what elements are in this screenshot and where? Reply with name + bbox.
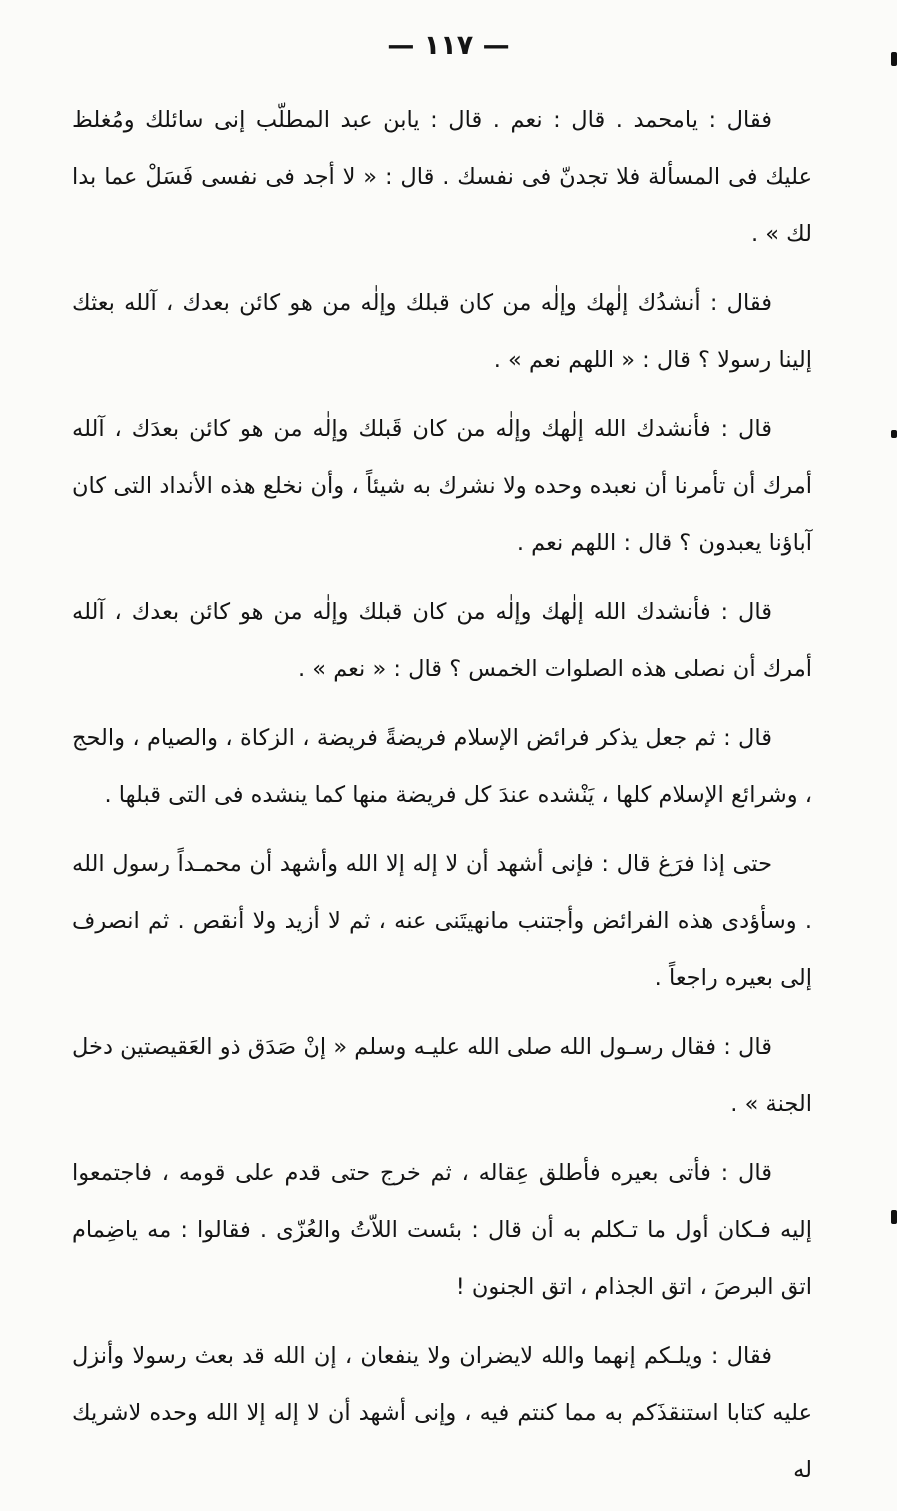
paragraph: قال : فأنشدك الله إلٰهك وإلٰه من كان قبلك وإلٰه من هو كائن بعدك ، آلله أمرك أن نصلى هذه الصلوات الخمس ؟ قال : « نعم » . <box>72 599 812 682</box>
binding-mark <box>891 430 897 438</box>
paragraph: حتى إذا فرَغ قال : فإنى أشهد أن لا إله إلا الله وأشهد أن محمـداً رسول الله . وسأؤدى هذه الفرائض وأجتنب مانهيتَنى عنه ، ثم لا أزيد ولا أنقص . ثم انصرف إلى بعيره راجعاً . <box>72 851 812 991</box>
paragraph: قال : فأنشدك الله إلٰهك وإلٰه من كان قَبلك وإلٰه من هو كائن بعدَك ، آلله أمرك أن تأمرنا أن نعبده وحده ولا نشرك به شيئاً ، وأن نخلع هذه الأنداد التى كان آباؤنا يعبدون ؟ قال : اللهم نعم . <box>72 416 812 556</box>
binding-mark <box>891 52 897 66</box>
paragraph: قال : ثم جعل يذكر فرائض الإسلام فريضةً فريضة ، الزكاة ، والصيام ، والحج ، وشرائع الإسلام كلها ، يَنْشده عندَ كل فريضة منها كما ينشده فى التى قبلها . <box>72 725 812 808</box>
paragraph: قال : فأتى بعيره فأطلق عِقاله ، ثم خرج حتى قدم على قومه ، فاجتمعوا إليه فـكان أول ما تـكلم به أن قال : بئست اللاّتُ والعُزّى . فقالوا : مه ياضِمام اتق البرصَ ، اتق الجذام ، اتق الجنون ! <box>72 1160 812 1300</box>
paragraph: قال : فقال رسـول الله صلى الله عليـه وسلم « إنْ صَدَق ذو العَقيصتين دخل الجنة » . <box>72 1034 812 1117</box>
paragraph: فقال : ويلـكم إنهما والله لايضران ولا ينفعان ، إن الله قد بعث رسولا وأنزل عليه كتابا استنقذَكم به مما كنتم فيه ، وإنى أشهد أن لا إله إلا الله وحده لاشريك له <box>72 1343 812 1483</box>
binding-mark <box>891 1210 897 1224</box>
text-body <box>72 92 812 1511</box>
paragraph: فقال : أنشدُك إلٰهك وإلٰه من كان قبلك وإلٰه من هو كائن بعدك ، آلله بعثك إلينا رسولا ؟ قال : « اللهم نعم » . <box>72 290 812 373</box>
page-number: — ١١٧ — <box>387 30 510 61</box>
paragraph: فقال : يامحمد . قال : نعم . قال : يابن عبد المطلّب إنى سائلك ومُغلظ عليك فى المسألة فلا تجدنّ فى نفسك . قال : « لا أجد فى نفسى فَسَلْ عما بدا لك » . <box>72 107 812 247</box>
